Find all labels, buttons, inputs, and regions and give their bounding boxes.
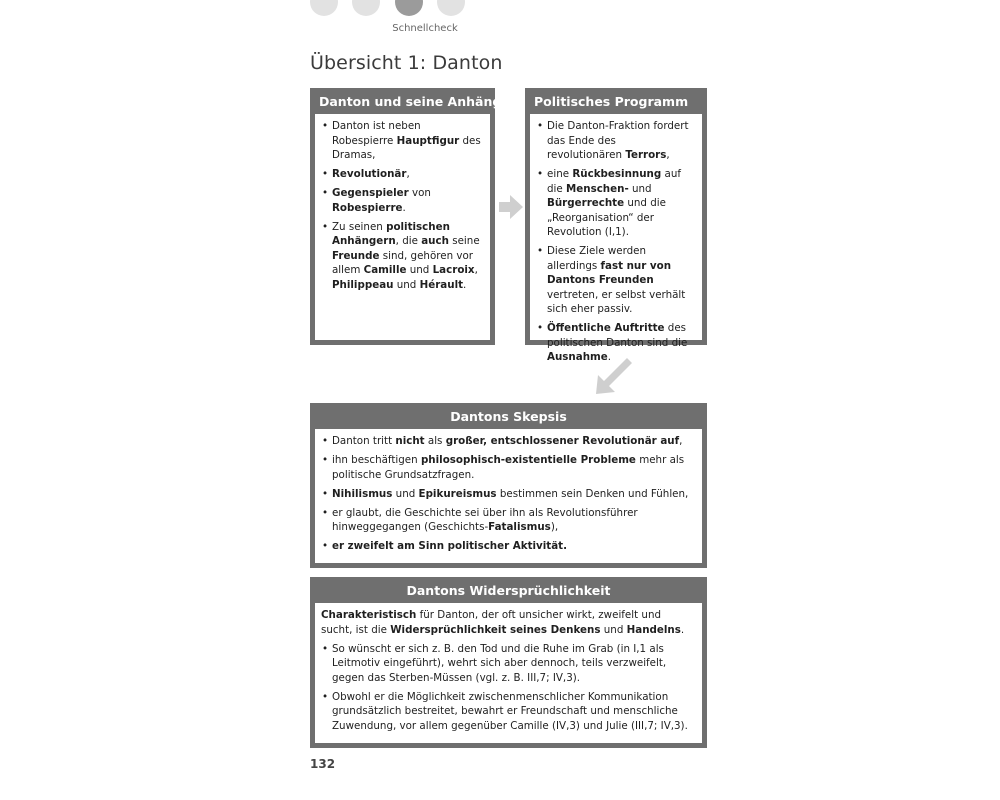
page-title: Übersicht 1: Danton (310, 52, 503, 74)
text: des Dramas, (332, 134, 481, 161)
text: auf die (547, 168, 681, 195)
text: Diese Ziele werden allerdings (547, 245, 647, 272)
box-contradiction (310, 577, 707, 748)
bullet-item (321, 539, 694, 554)
box-danton-followers-body (315, 114, 490, 340)
text: und (393, 278, 420, 291)
bold-text: Ausnahme (547, 351, 608, 363)
bullet-item (321, 642, 694, 686)
text: für Danton, der oft unsicher wirkt, zweifelt und sucht, ist die (321, 609, 662, 636)
bullet-item (536, 244, 694, 317)
box-contradiction-body (315, 603, 702, 743)
bold-text: großer, entschlossener Revolutionär auf (445, 435, 680, 447)
bullet-item (321, 453, 694, 482)
text: seine (448, 235, 480, 247)
bold-text: nicht (395, 435, 425, 447)
text: als (424, 435, 446, 447)
bullet-item (321, 506, 694, 535)
arrow-down-left-icon (594, 356, 634, 396)
bullet-item (321, 186, 482, 215)
text: sind, gehören vor allem (332, 249, 474, 276)
text: Danton ist neben Robespierre (332, 120, 421, 147)
bold-text: fast nur von Dantons Freunden (547, 259, 672, 286)
box-skepsis (310, 403, 707, 568)
bold-text: auch (421, 235, 449, 247)
box-political-program-body (530, 114, 702, 363)
text: . (463, 278, 467, 291)
bold-text: politischen Anhängern (332, 220, 450, 247)
text: des politischen Danton sind die (547, 322, 688, 349)
text: er glaubt, die Geschichte sei über ihn als Revolutionsführer hinweggegangen (Geschichts- (332, 506, 638, 533)
text: eine (547, 168, 573, 180)
nav-label: Schnellcheck (392, 23, 458, 34)
box-political-program (525, 88, 707, 363)
bullet-item (321, 434, 694, 449)
bold-text: Robespierre (332, 201, 403, 214)
bullet-item (321, 167, 482, 182)
text: , (406, 168, 410, 180)
nav-dot-1[interactable] (310, 0, 338, 16)
bold-text: Revolutionär (332, 168, 407, 180)
bold-text: Menschen- (566, 182, 629, 195)
box-political-program-list (536, 119, 694, 365)
text: und (392, 487, 419, 500)
text: ), (550, 521, 559, 533)
text: und (406, 264, 433, 276)
bold-text: Charakteristisch (321, 609, 417, 621)
text: , die (395, 235, 422, 247)
bold-text: Fatalismus (488, 521, 551, 533)
arrow-right-icon (498, 194, 524, 220)
box-danton-followers (310, 88, 516, 345)
box-danton-followers-list (321, 119, 482, 292)
text: . (680, 623, 685, 636)
bold-text: Philippeau (332, 278, 394, 291)
bold-text: Epikureismus (418, 487, 497, 500)
text: Die Danton-Fraktion fordert das Ende des revolutionären (547, 120, 689, 161)
bold-text: Öffentliche Auftritte (547, 322, 665, 334)
box-skepsis-list (321, 434, 694, 554)
text: . (402, 201, 406, 214)
bold-text: Hérault (419, 278, 464, 291)
bold-text: er zweifelt am Sinn politischer Aktivität. (332, 540, 567, 552)
bold-text: Freunde (332, 249, 380, 262)
nav-dot-2[interactable] (352, 0, 380, 16)
nav-dot-4[interactable] (437, 0, 465, 16)
bullet-item (536, 167, 694, 240)
text: , (679, 435, 683, 447)
text: und (600, 623, 627, 636)
page-number: 132 (310, 757, 336, 771)
text: So wünscht er sich z. B. den Tod und die Ruhe im Grab (in I,1 als Leitmotiv eingeführt), wehrt sich aber dennoch, teils verzweifelt, gegen das Sterben-Müssen (vgl. z. B. III,7; IV,3). (332, 642, 667, 684)
text: und die „Reorganisation“ der Revolution (I,1). (547, 197, 666, 238)
bold-text: Camille (363, 264, 407, 276)
text: ihn beschäftigen (332, 454, 421, 466)
nav-dot-3-active[interactable] (395, 0, 423, 16)
text: Zu seinen (332, 220, 387, 233)
box-danton-followers-header: Danton und seine Anhänger (319, 94, 516, 109)
bullet-item (321, 220, 482, 293)
bullet-item (321, 690, 694, 734)
bold-text: Bürgerrechte (547, 197, 625, 209)
bold-text: philosophisch-existentielle Probleme (420, 454, 636, 466)
box-skepsis-body (315, 429, 702, 563)
bold-text: Nihilismus (332, 487, 393, 500)
box-contradiction-header: Dantons Widersprüchlichkeit (406, 583, 611, 598)
text: bestimmen sein Denken und Fühlen, (496, 487, 689, 500)
text: vertreten, er selbst verhält sich eher passiv. (547, 288, 686, 315)
box-skepsis-header: Dantons Skepsis (450, 409, 567, 424)
bold-text: Gegenspieler (332, 187, 409, 199)
bold-text: Hauptfigur (396, 134, 460, 147)
bold-text: Rückbesinnung (572, 168, 662, 180)
bullet-item (321, 119, 482, 163)
text: . (607, 351, 612, 363)
box-contradiction-intro (321, 608, 694, 637)
text: mehr als politische Grundsatzfragen. (332, 454, 685, 481)
bold-text: Handelns (626, 623, 681, 636)
bullet-item (321, 487, 694, 502)
bold-text: Lacroix (432, 264, 475, 276)
text: , (666, 149, 670, 161)
text: und (628, 182, 652, 195)
box-contradiction-list (321, 642, 694, 734)
text: von (408, 187, 431, 199)
bullet-item (536, 119, 694, 163)
bold-text: Terrors (625, 149, 667, 161)
box-political-program-header: Politisches Programm (534, 94, 689, 109)
bold-text: Widersprüchlichkeit seines Denkens (390, 623, 601, 636)
text: Danton tritt (332, 435, 396, 447)
text: , (474, 264, 478, 276)
text: Obwohl er die Möglichkeit zwischenmenschlicher Kommunikation grundsätzlich bestreitet, bewahrt er Freundschaft und menschliche Zuwendung, vor allem gegenüber Camille (IV,3) und Julie (III,7; IV,3). (332, 690, 688, 732)
